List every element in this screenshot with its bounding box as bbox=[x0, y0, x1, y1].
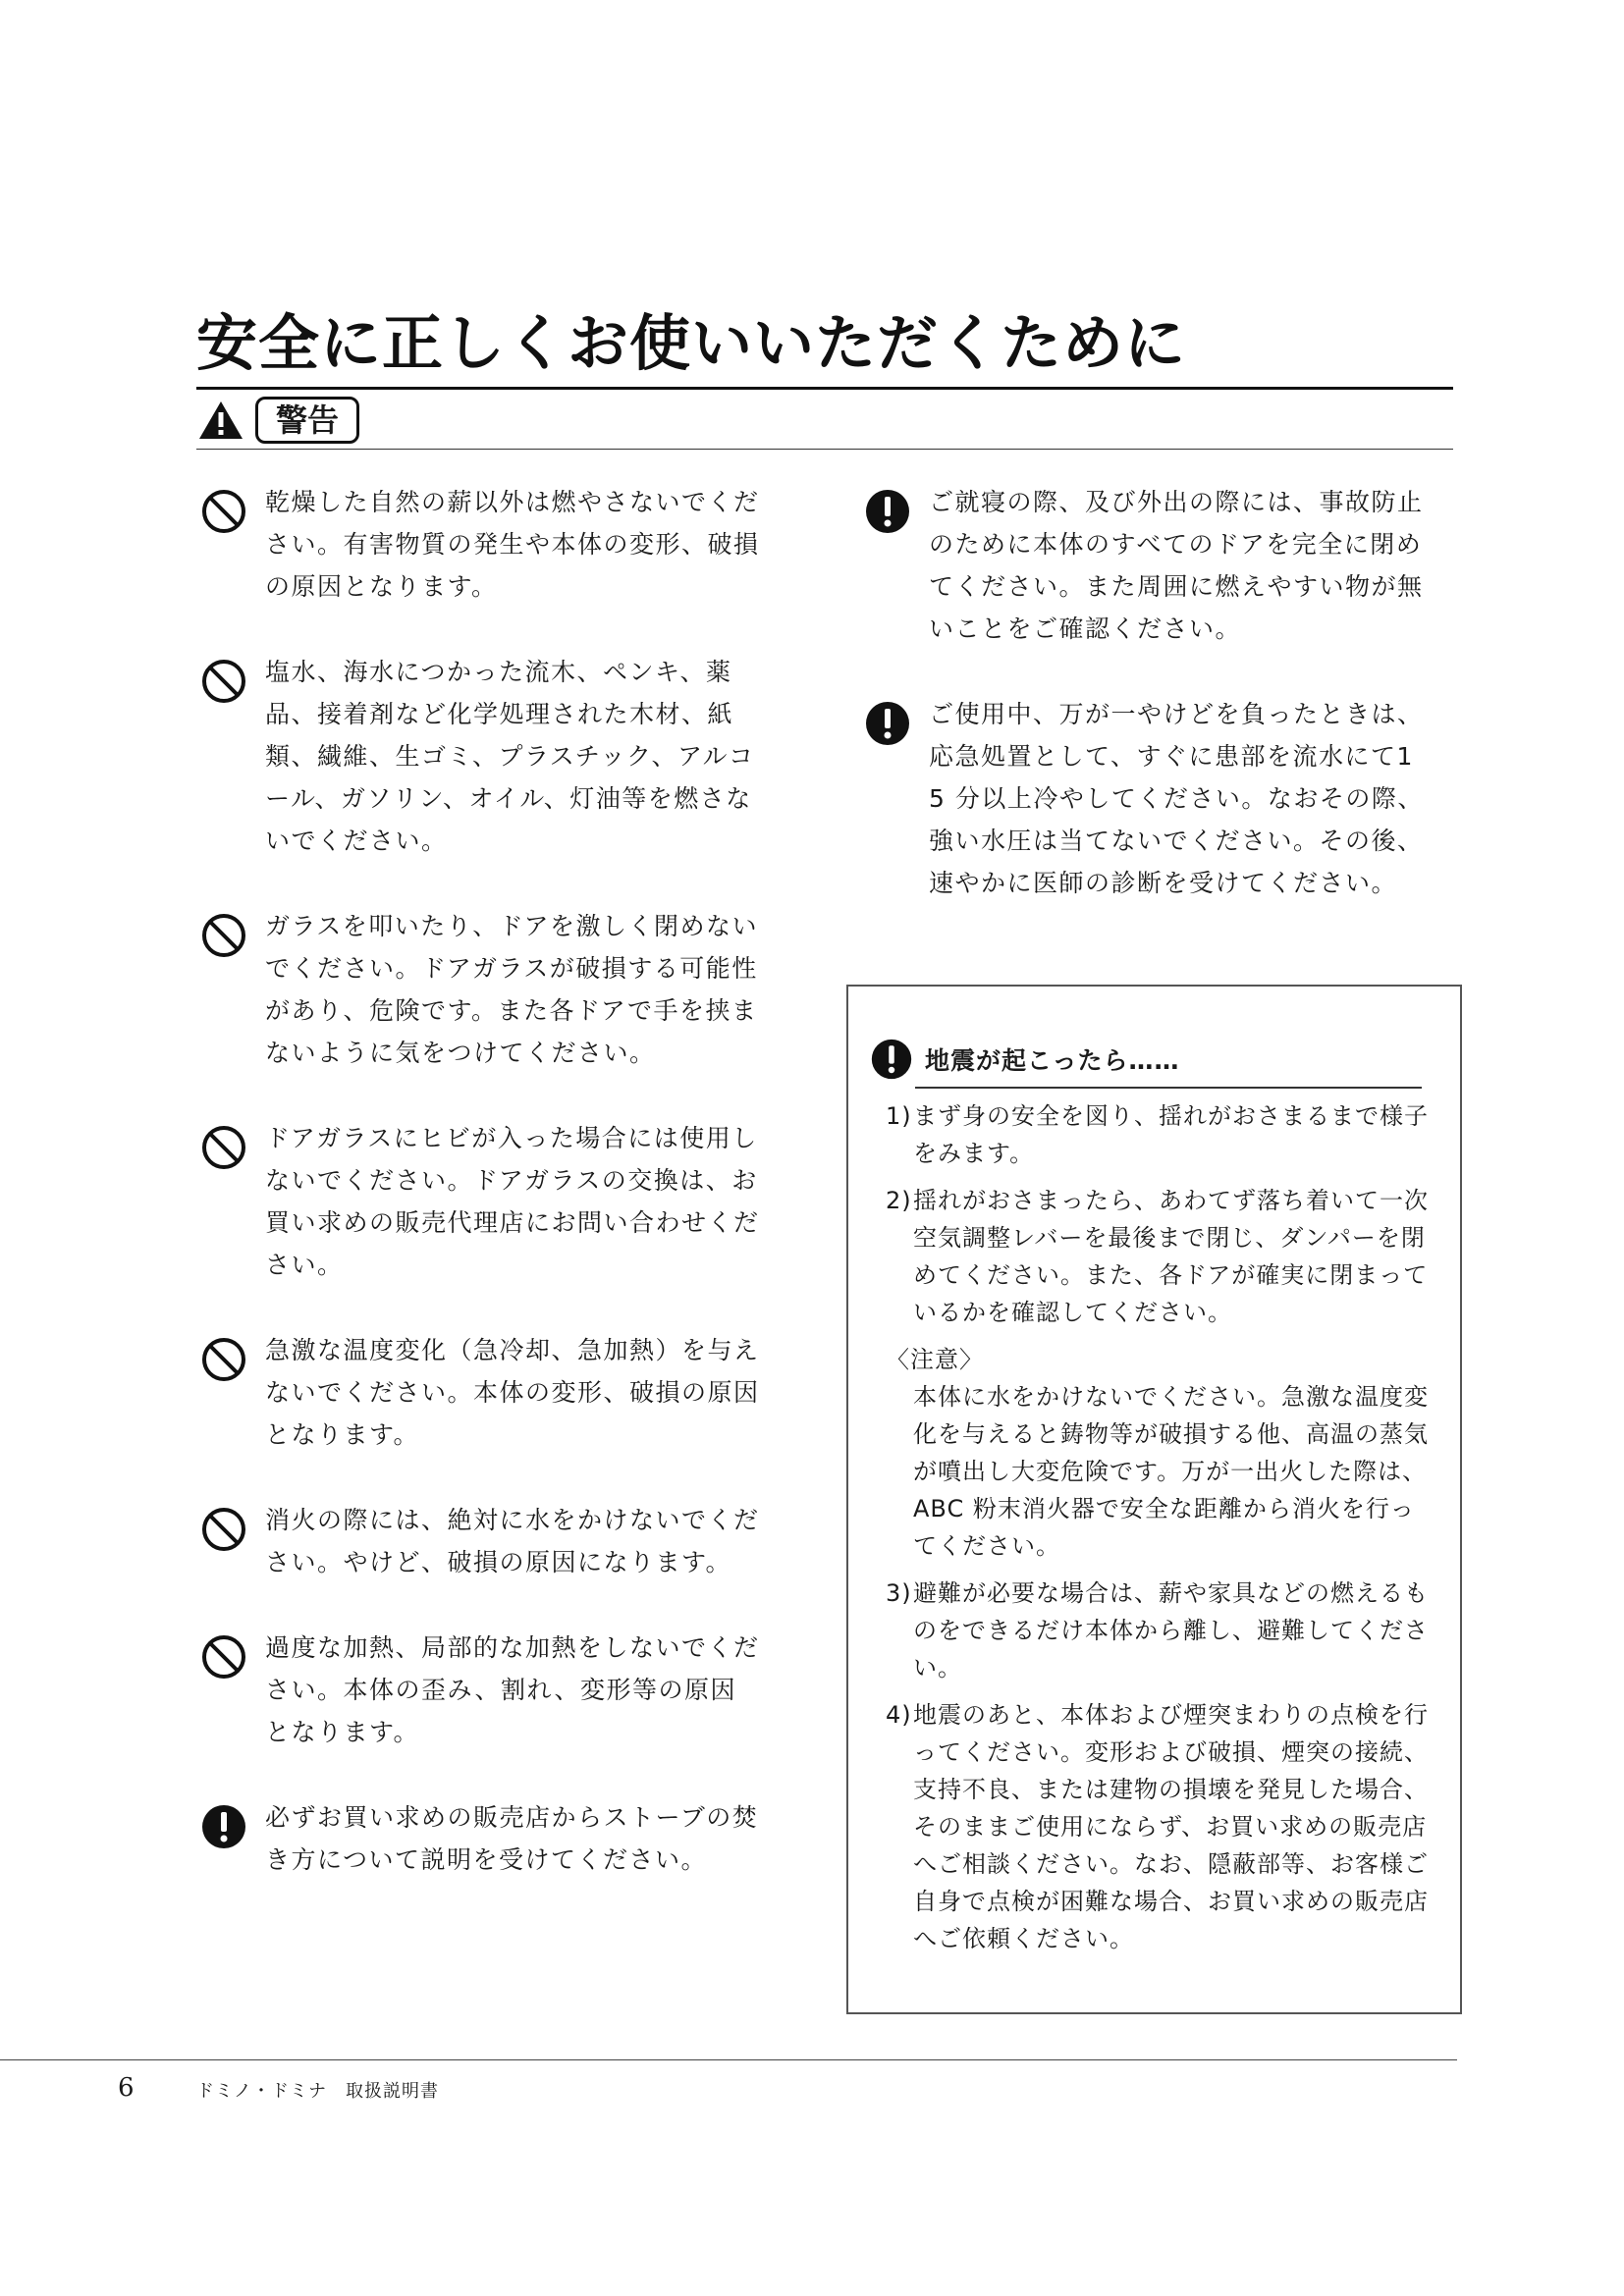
item-text: ガラスを叩いたり、ドアを激しく閉めないでください。ドアガラスが破損する可能性があり、危険です。また各ドアで手を挟まないように気をつけてください。 bbox=[265, 912, 759, 1067]
section-divider bbox=[196, 449, 1453, 450]
item-text: 過度な加熱、局部的な加熱をしないでください。本体の歪み、割れ、変形等の原因となります。 bbox=[265, 1633, 760, 1746]
prohibition-icon bbox=[200, 1124, 247, 1171]
earthquake-step bbox=[886, 1575, 1435, 1686]
right-column bbox=[864, 481, 1424, 947]
list-item bbox=[200, 1329, 760, 1456]
item-text: 塩水、海水につかった流木、ペンキ、薬品、接着剤など化学処理された木材、紙類、繊維、生ゴミ、プラスチック、アルコール、ガソリン、オイル、灯油等を燃さないでください。 bbox=[265, 658, 755, 855]
list-item bbox=[200, 1796, 760, 1881]
caution-heading: 〈注意〉 bbox=[886, 1346, 984, 1373]
warning-header bbox=[198, 396, 359, 445]
page-number: 6 bbox=[118, 2073, 135, 2103]
list-item bbox=[200, 1117, 760, 1286]
list-item bbox=[864, 481, 1424, 650]
prohibition-icon bbox=[200, 1336, 247, 1383]
exclamation-icon bbox=[200, 1803, 247, 1850]
item-text: ドアガラスにヒビが入った場合には使用しないでください。ドアガラスの交換は、お買い求めの販売代理店にお問い合わせください。 bbox=[265, 1124, 760, 1279]
step-text: 地震のあと、本体および煙突まわりの点検を行ってください。変形および破損、煙突の接続、支持不良、または建物の損壊を発見した場合、そのままご使用にならず、お買い求めの販売店へご相談ください。なお、隠蔽部等、お客様ご自身で点検が困難な場合、お買い求めの販売店へご依頼ください。 bbox=[913, 1701, 1429, 1952]
step-text: 避難が必要な場合は、薪や家具などの燃えるものをできるだけ本体から離し、避難してください。 bbox=[913, 1579, 1429, 1682]
item-text: 急激な温度変化（急冷却、急加熱）を与えないでください。本体の変形、破損の原因となります。 bbox=[265, 1336, 760, 1449]
prohibition-icon bbox=[200, 912, 247, 959]
earthquake-box bbox=[846, 985, 1462, 2014]
footer-doc-title: ドミノ・ドミナ 取扱説明書 bbox=[196, 2081, 439, 2102]
exclamation-icon bbox=[864, 488, 911, 535]
title-underline bbox=[196, 387, 1453, 390]
earthquake-title: 地震が起こったら…… bbox=[925, 1046, 1180, 1075]
caution-text: 本体に水をかけないでください。急激な温度変化を与えると鋳物等が破損する他、高温の蒸気が噴出し大変危険です。万が一出火した際は、ABC 粉末消火器で安全な距離から消火を行ってください。 bbox=[913, 1383, 1429, 1560]
earthquake-step bbox=[886, 1097, 1435, 1172]
item-text: 乾燥した自然の薪以外は燃やさないでください。有害物質の発生や本体の変形、破損の原因となります。 bbox=[265, 488, 760, 601]
left-column bbox=[200, 481, 760, 1924]
step-number: 3) bbox=[886, 1579, 912, 1607]
step-number: 1) bbox=[886, 1102, 912, 1130]
item-text: 必ずお買い求めの販売店からストーブの焚き方について説明を受けてください。 bbox=[265, 1803, 759, 1874]
list-item bbox=[200, 651, 760, 862]
earthquake-body bbox=[886, 1097, 1435, 1967]
prohibition-icon bbox=[200, 488, 247, 535]
page-title: 安全に正しくお使いいただくために bbox=[196, 307, 1187, 379]
step-number: 4) bbox=[886, 1701, 912, 1729]
list-item bbox=[200, 1499, 760, 1583]
prohibition-icon bbox=[200, 1633, 247, 1681]
item-text: ご使用中、万が一やけどを負ったときは、応急処置として、すぐに患部を流水にて15 分以上冷やしてください。なおその際、強い水圧は当てないでください。その後、速やかに医師の診断を受けてください。 bbox=[929, 700, 1424, 897]
warning-label: 警告 bbox=[255, 397, 359, 444]
earthquake-header bbox=[870, 1038, 1420, 1081]
earthquake-title-rule bbox=[915, 1087, 1422, 1089]
list-item bbox=[864, 693, 1424, 904]
footer-rule bbox=[0, 2059, 1457, 2060]
step-number: 2) bbox=[886, 1187, 912, 1214]
list-item bbox=[200, 905, 760, 1074]
earthquake-step bbox=[886, 1696, 1435, 1957]
prohibition-icon bbox=[200, 1506, 247, 1553]
item-text: 消火の際には、絶対に水をかけないでください。やけど、破損の原因になります。 bbox=[265, 1506, 760, 1576]
item-text: ご就寝の際、及び外出の際には、事故防止のために本体のすべてのドアを完全に閉めてください。また周囲に燃えやすい物が無いことをご確認ください。 bbox=[929, 488, 1424, 643]
step-text: 揺れがおさまったら、あわてず落ち着いて一次空気調整レバーを最後まで閉じ、ダンパーを閉めてください。また、各ドアが確実に閉まっているかを確認してください。 bbox=[913, 1187, 1429, 1326]
list-item bbox=[200, 1627, 760, 1753]
list-item bbox=[200, 481, 760, 608]
earthquake-step bbox=[886, 1182, 1435, 1331]
exclamation-icon bbox=[864, 700, 911, 747]
exclamation-icon bbox=[870, 1038, 913, 1081]
step-text: まず身の安全を図り、揺れがおさまるまで様子をみます。 bbox=[913, 1102, 1429, 1167]
prohibition-icon bbox=[200, 658, 247, 705]
warning-triangle-icon bbox=[198, 400, 244, 440]
